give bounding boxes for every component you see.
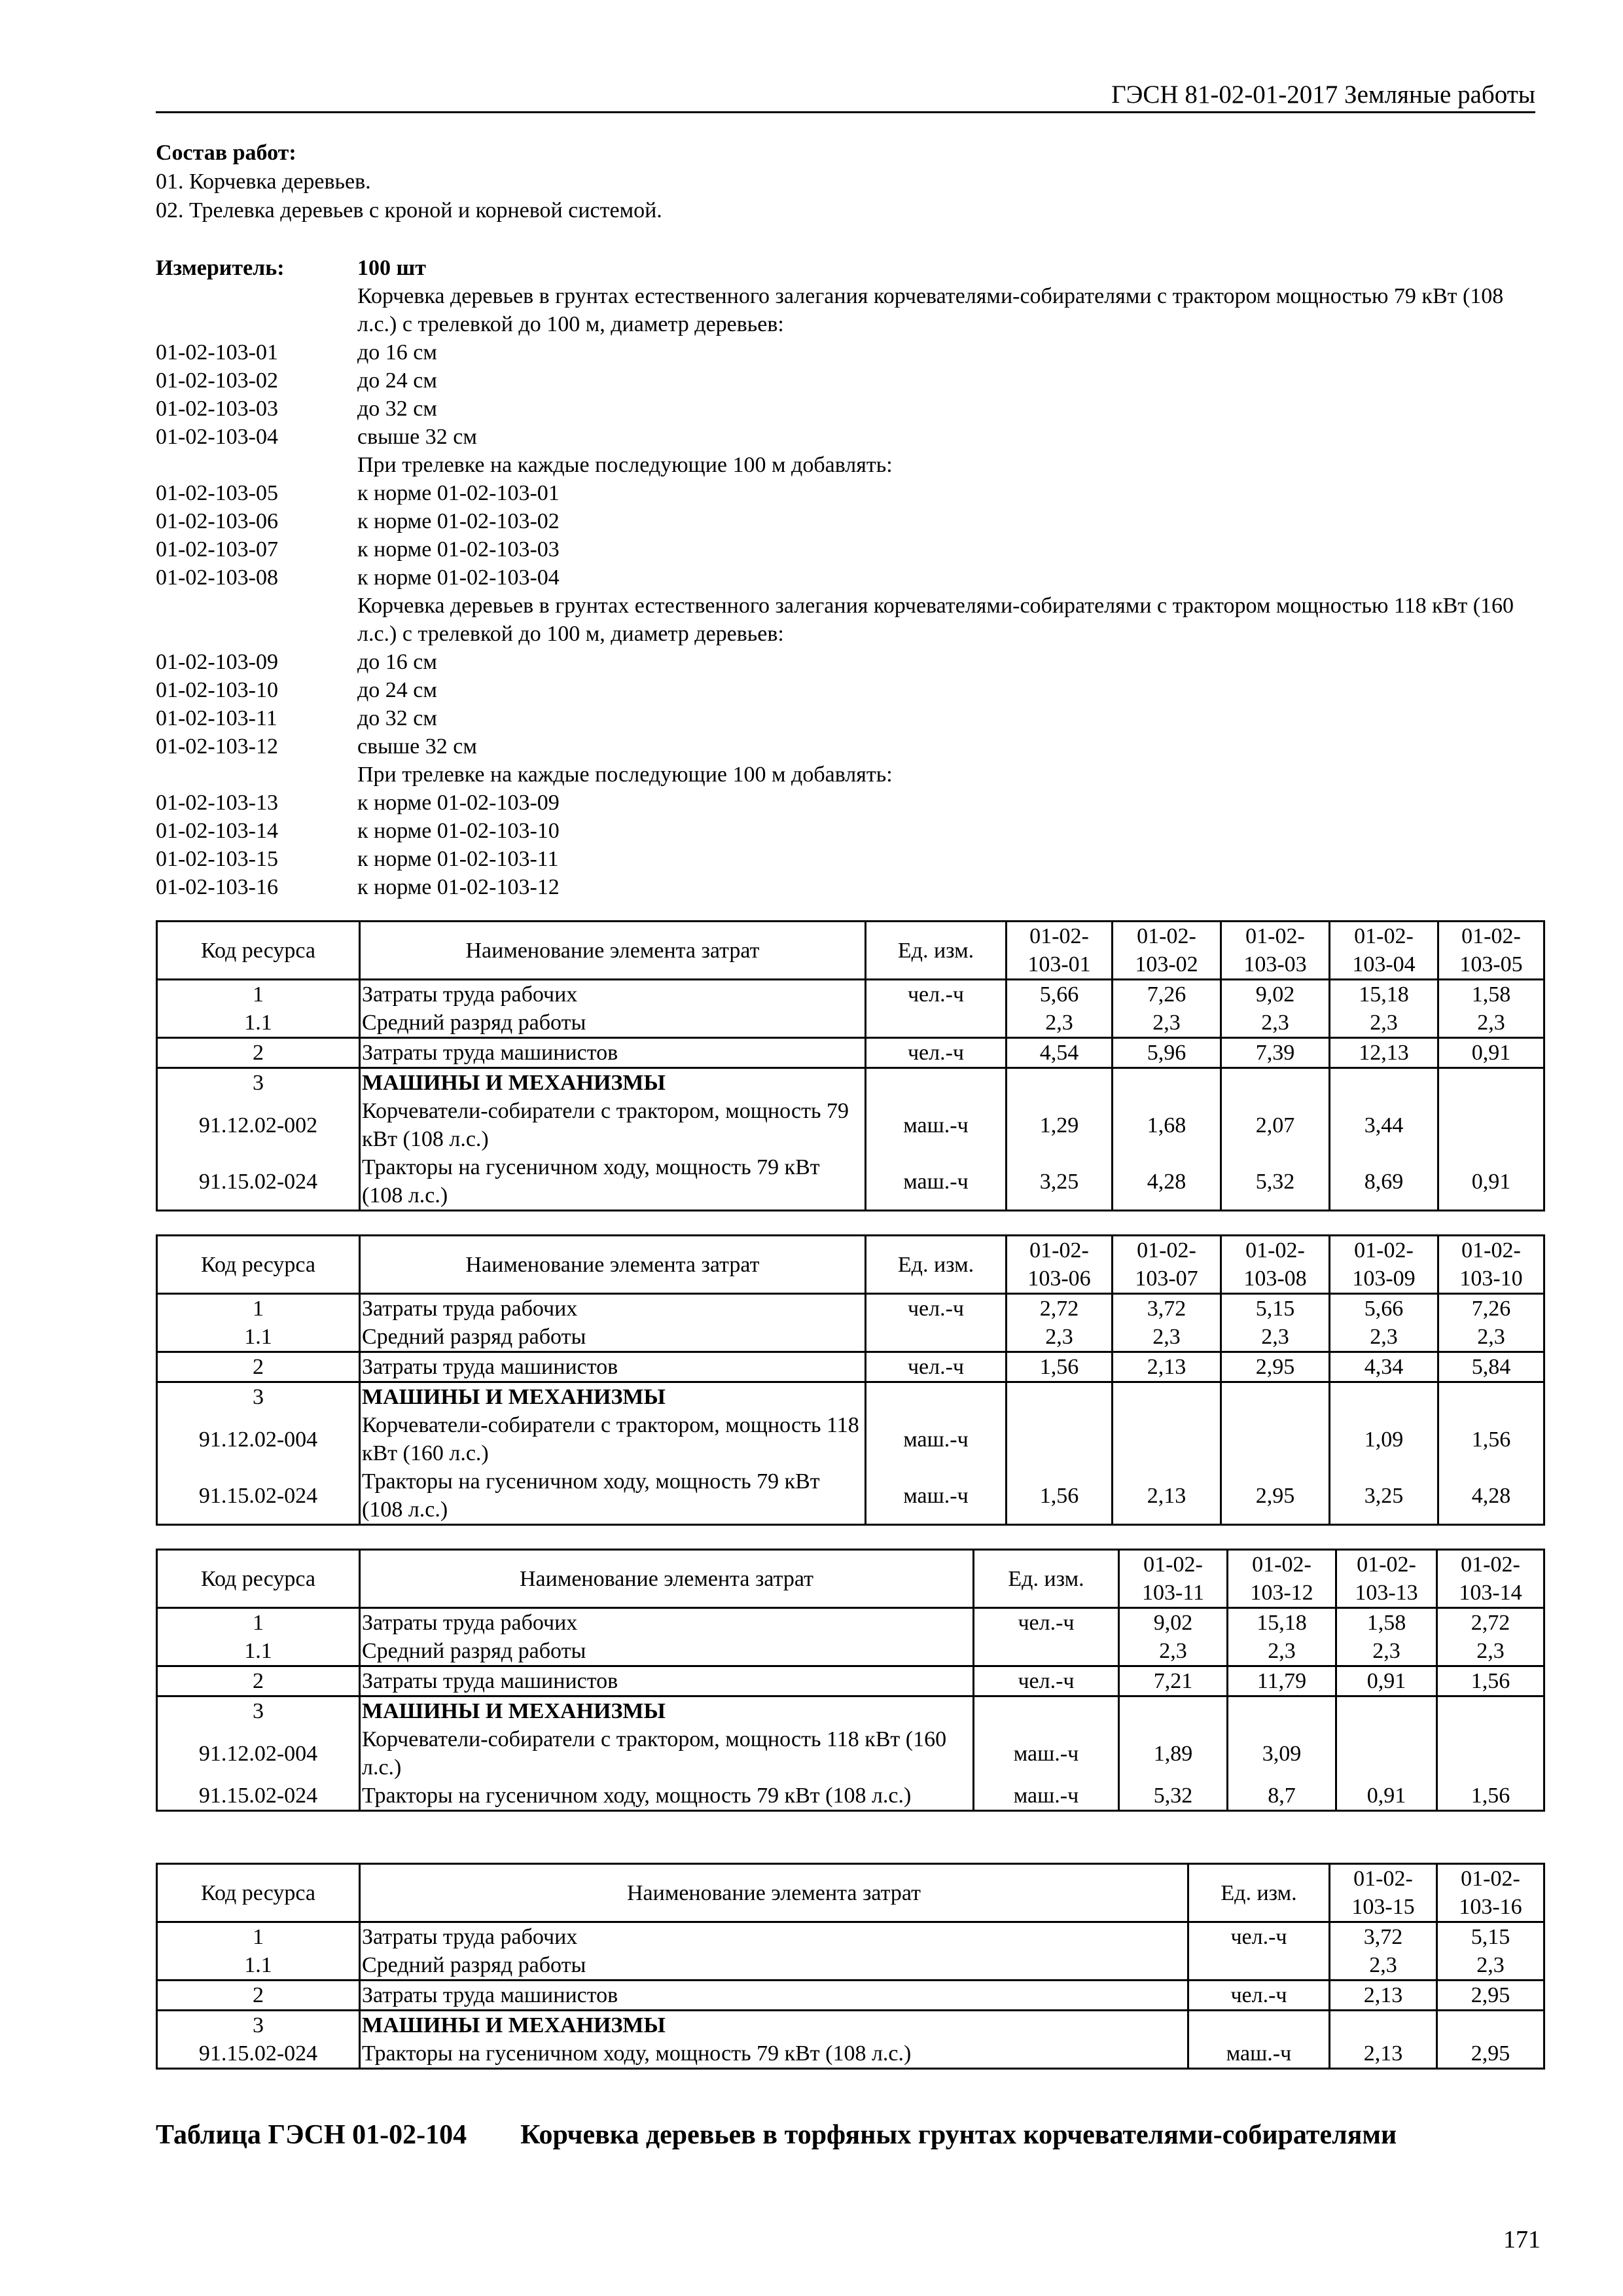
- measure-row: [156, 479, 1537, 507]
- norm-code: 01-02-103-15: [156, 847, 278, 871]
- measure-row: [156, 282, 1537, 338]
- cost-element-name: Средний разряд работы: [360, 1951, 1188, 1981]
- resource-code: 3: [157, 2011, 360, 2040]
- cost-value: 2,3: [1438, 1009, 1544, 1038]
- cost-element-name: Средний разряд работы: [360, 1009, 866, 1038]
- cost-value: 4,28: [1438, 1467, 1544, 1525]
- cost-value: 2,3: [1119, 1637, 1228, 1666]
- table-row: [157, 1951, 1544, 1981]
- header-title: ГЭСН 81-02-01-2017 Земляные работы: [1111, 81, 1535, 109]
- measure-row: [156, 817, 1537, 845]
- table-row: [157, 1696, 1544, 1726]
- column-header-norm: 01-02- 103-04: [1330, 922, 1438, 980]
- cost-value: 7,26: [1438, 1294, 1544, 1323]
- cost-value: 4,54: [1007, 1038, 1113, 1068]
- table-title: [156, 2119, 1397, 2151]
- cost-value: 11,79: [1228, 1666, 1336, 1696]
- cost-value: [1336, 1696, 1437, 1726]
- resource-code: 2: [157, 1038, 360, 1068]
- cost-value: 2,3: [1113, 1323, 1221, 1352]
- cost-value: 12,13: [1330, 1038, 1438, 1068]
- table-row: [157, 1467, 1544, 1525]
- cost-element-name: МАШИНЫ И МЕХАНИЗМЫ: [360, 1068, 866, 1098]
- norm-code: 01-02-103-09: [156, 650, 278, 674]
- resource-code: 1: [157, 1922, 360, 1952]
- resource-code: 91.15.02-024: [157, 2039, 360, 2069]
- unit-of-measure: [866, 1068, 1007, 1098]
- unit-of-measure: [1188, 2011, 1330, 2040]
- cost-value: 15,18: [1330, 980, 1438, 1009]
- table-row: [157, 1009, 1544, 1038]
- cost-value: 2,95: [1221, 1467, 1330, 1525]
- column-header-norm: 01-02- 103-13: [1336, 1550, 1437, 1608]
- column-header-name: Наименование элемента затрат: [360, 1236, 866, 1294]
- table-row: [157, 1981, 1544, 2011]
- resource-table-4: [156, 1863, 1545, 2070]
- resource-table-3: [156, 1549, 1545, 1812]
- norm-description: до 32 см: [357, 397, 437, 421]
- cost-element-name: Тракторы на гусеничном ходу, мощность 79 кВт (108 л.с.): [360, 2039, 1188, 2069]
- column-header-name: Наименование элемента затрат: [360, 1864, 1188, 1922]
- norm-code: 01-02-103-13: [156, 791, 278, 815]
- unit-of-measure: маш.-ч: [974, 1725, 1119, 1782]
- cost-value: [1228, 1696, 1336, 1726]
- header-row: [157, 1236, 1544, 1294]
- cost-value: 2,3: [1330, 1951, 1437, 1981]
- column-header-norm: 01-02- 103-10: [1438, 1236, 1544, 1294]
- cost-value: 2,13: [1330, 1981, 1437, 2011]
- cost-value: 2,3: [1113, 1009, 1221, 1038]
- table-row: [157, 1637, 1544, 1666]
- column-header-norm: 01-02- 103-12: [1228, 1550, 1336, 1608]
- cost-value: 9,02: [1221, 980, 1330, 1009]
- column-header-name: Наименование элемента затрат: [360, 1550, 974, 1608]
- table-row: [157, 2039, 1544, 2069]
- cost-element-name: Средний разряд работы: [360, 1637, 974, 1666]
- column-header-norm: 01-02- 103-06: [1007, 1236, 1113, 1294]
- measure-row: [156, 367, 1537, 395]
- norm-code: 01-02-103-03: [156, 397, 278, 421]
- unit-of-measure: чел.-ч: [1188, 1981, 1330, 2011]
- unit-of-measure: маш.-ч: [866, 1153, 1007, 1211]
- column-header-norm: 01-02- 103-02: [1113, 922, 1221, 980]
- cost-element-name: Затраты труда машинистов: [360, 1666, 974, 1696]
- page-number: 171: [1503, 2226, 1541, 2253]
- norm-description: Корчевка деревьев в грунтах естественного залегания корчевателями-собирателями с трактором мощностью 118 кВт (160 л.с.) с трелевкой до 100 м, диаметр деревьев:: [357, 594, 1514, 646]
- column-header-norm: 01-02- 103-15: [1330, 1864, 1437, 1922]
- unit-of-measure: маш.-ч: [866, 1467, 1007, 1525]
- cost-value: 1,68: [1113, 1097, 1221, 1153]
- resource-code: 2: [157, 1352, 360, 1382]
- resource-code: 3: [157, 1696, 360, 1726]
- cost-value: 2,3: [1007, 1009, 1113, 1038]
- measure-label: Измеритель:: [156, 256, 285, 280]
- cost-value: [1437, 2011, 1544, 2040]
- norm-code: 01-02-103-14: [156, 819, 278, 843]
- measure-value: 100 шт: [357, 256, 426, 280]
- header-row: [157, 922, 1544, 980]
- table-row: [157, 1352, 1544, 1382]
- cost-value: 3,72: [1330, 1922, 1437, 1952]
- header-row: [157, 1864, 1544, 1922]
- column-header-unit: Ед. изм.: [866, 1236, 1007, 1294]
- cost-element-name: Корчеватели-собиратели с трактором, мощность 118 кВт (160 л.с.): [360, 1725, 974, 1782]
- work-composition-item: 01. Корчевка деревьев.: [156, 170, 371, 194]
- norm-code: 01-02-103-12: [156, 734, 278, 759]
- measure-row: [156, 564, 1537, 592]
- unit-of-measure: [866, 1323, 1007, 1352]
- cost-value: 2,13: [1113, 1352, 1221, 1382]
- cost-value: 2,3: [1438, 1323, 1544, 1352]
- column-header-norm: 01-02- 103-09: [1330, 1236, 1438, 1294]
- resource-code: 3: [157, 1068, 360, 1098]
- resource-code: 2: [157, 1981, 360, 2011]
- table-row: [157, 1608, 1544, 1638]
- measure-row: [156, 338, 1537, 367]
- resource-code: 91.12.02-004: [157, 1725, 360, 1782]
- table-row: [157, 1411, 1544, 1467]
- cost-value: 5,84: [1438, 1352, 1544, 1382]
- norm-description: При трелевке на каждые последующие 100 м добавлять:: [357, 762, 893, 787]
- cost-value: 2,3: [1330, 1323, 1438, 1352]
- measure-row: [156, 789, 1537, 817]
- cost-value: [1437, 1725, 1544, 1782]
- norm-code: 01-02-103-02: [156, 368, 278, 393]
- unit-of-measure: [866, 1009, 1007, 1038]
- cost-value: 5,96: [1113, 1038, 1221, 1068]
- resource-code: 91.15.02-024: [157, 1782, 360, 1811]
- cost-element-name: Средний разряд работы: [360, 1323, 866, 1352]
- norm-description: до 24 см: [357, 678, 437, 702]
- norm-description: к норме 01-02-103-04: [357, 565, 560, 590]
- cost-value: 1,58: [1336, 1608, 1437, 1638]
- cost-value: 8,69: [1330, 1153, 1438, 1211]
- cost-element-name: МАШИНЫ И МЕХАНИЗМЫ: [360, 1696, 974, 1726]
- cost-value: [1336, 1725, 1437, 1782]
- cost-value: [1007, 1411, 1113, 1467]
- cost-value: 5,15: [1221, 1294, 1330, 1323]
- resource-code: 1.1: [157, 1951, 360, 1981]
- norm-description: свыше 32 см: [357, 425, 477, 449]
- cost-value: [1119, 1696, 1228, 1726]
- norm-description: свыше 32 см: [357, 734, 477, 759]
- cost-value: 2,3: [1437, 1637, 1544, 1666]
- unit-of-measure: [974, 1696, 1119, 1726]
- table-row: [157, 1323, 1544, 1352]
- page-header: [156, 71, 1535, 113]
- norm-description: к норме 01-02-103-10: [357, 819, 560, 843]
- norm-description: к норме 01-02-103-12: [357, 875, 560, 899]
- cost-value: 2,95: [1221, 1352, 1330, 1382]
- column-header-norm: 01-02- 103-07: [1113, 1236, 1221, 1294]
- cost-value: 1,09: [1330, 1411, 1438, 1467]
- norm-description: Корчевка деревьев в грунтах естественного залегания корчевателями-собирателями с трактором мощностью 79 кВт (108 л.с.) с трелевкой до 100 м, диаметр деревьев:: [357, 284, 1504, 336]
- cost-value: 15,18: [1228, 1608, 1336, 1638]
- cost-element-name: Тракторы на гусеничном ходу, мощность 79 кВт (108 л.с.): [360, 1153, 866, 1211]
- cost-value: [1330, 2011, 1437, 2040]
- measure-row: [156, 732, 1537, 761]
- norm-code: 01-02-103-05: [156, 481, 278, 505]
- cost-value: 4,28: [1113, 1153, 1221, 1211]
- cost-value: [1330, 1382, 1438, 1412]
- column-header-norm: 01-02- 103-01: [1007, 922, 1113, 980]
- column-header-unit: Ед. изм.: [1188, 1864, 1330, 1922]
- cost-value: 7,39: [1221, 1038, 1330, 1068]
- cost-value: [1007, 1382, 1113, 1412]
- column-header-norm: 01-02- 103-08: [1221, 1236, 1330, 1294]
- resource-code: 91.12.02-004: [157, 1411, 360, 1467]
- unit-of-measure: маш.-ч: [866, 1411, 1007, 1467]
- cost-value: [1330, 1068, 1438, 1098]
- cost-element-name: Затраты труда рабочих: [360, 1294, 866, 1323]
- cost-element-name: Затраты труда рабочих: [360, 1922, 1188, 1952]
- cost-value: 2,3: [1221, 1009, 1330, 1038]
- cost-value: 0,91: [1438, 1038, 1544, 1068]
- unit-of-measure: [866, 1382, 1007, 1412]
- cost-value: 2,72: [1437, 1608, 1544, 1638]
- measure-row: [156, 507, 1537, 535]
- cost-value: 2,3: [1221, 1323, 1330, 1352]
- cost-value: 2,95: [1437, 1981, 1544, 2011]
- column-header-norm: 01-02- 103-16: [1437, 1864, 1544, 1922]
- norm-code: [156, 592, 357, 648]
- resource-code: 1.1: [157, 1323, 360, 1352]
- column-header-code: Код ресурса: [157, 1550, 360, 1608]
- cost-value: 1,56: [1438, 1411, 1544, 1467]
- cost-value: 7,26: [1113, 980, 1221, 1009]
- cost-value: 5,32: [1119, 1782, 1228, 1811]
- unit-of-measure: чел.-ч: [1188, 1922, 1330, 1952]
- cost-value: 1,89: [1119, 1725, 1228, 1782]
- column-header-unit: Ед. изм.: [974, 1550, 1119, 1608]
- cost-value: 2,13: [1113, 1467, 1221, 1525]
- table-row: [157, 1666, 1544, 1696]
- unit-of-measure: [974, 1637, 1119, 1666]
- measure-row: [156, 395, 1537, 423]
- resource-code: 1.1: [157, 1009, 360, 1038]
- measure-header-row: [156, 254, 1537, 282]
- cost-value: [1438, 1382, 1544, 1412]
- measure-row: [156, 704, 1537, 732]
- measure-block: [156, 254, 1537, 901]
- cost-value: [1438, 1068, 1544, 1098]
- cost-value: 8,7: [1228, 1782, 1336, 1811]
- column-header-norm: 01-02- 103-05: [1438, 922, 1544, 980]
- work-composition-label: Состав работ:: [156, 141, 296, 165]
- resource-code: 91.15.02-024: [157, 1153, 360, 1211]
- cost-value: 2,3: [1336, 1637, 1437, 1666]
- resource-table-2: [156, 1234, 1545, 1526]
- measure-row: [156, 676, 1537, 704]
- resource-code: 3: [157, 1382, 360, 1412]
- norm-code: 01-02-103-11: [156, 706, 277, 730]
- table-row: [157, 2011, 1544, 2040]
- measure-row: [156, 535, 1537, 564]
- cost-value: 1,56: [1007, 1467, 1113, 1525]
- cost-element-name: МАШИНЫ И МЕХАНИЗМЫ: [360, 2011, 1188, 2040]
- cost-value: 3,72: [1113, 1294, 1221, 1323]
- cost-element-name: МАШИНЫ И МЕХАНИЗМЫ: [360, 1382, 866, 1412]
- cost-value: 1,56: [1437, 1666, 1544, 1696]
- norm-code: 01-02-103-04: [156, 425, 278, 449]
- cost-value: [1437, 1696, 1544, 1726]
- norm-code: [156, 761, 357, 789]
- cost-value: 4,34: [1330, 1352, 1438, 1382]
- norm-description: до 16 см: [357, 650, 437, 674]
- work-composition: [156, 139, 662, 225]
- cost-value: 2,07: [1221, 1097, 1330, 1153]
- cost-value: 5,66: [1330, 1294, 1438, 1323]
- cost-element-name: Тракторы на гусеничном ходу, мощность 79 кВт (108 л.с.): [360, 1467, 866, 1525]
- cost-element-name: Затраты труда машинистов: [360, 1981, 1188, 2011]
- measure-row: [156, 423, 1537, 451]
- column-header-code: Код ресурса: [157, 1236, 360, 1294]
- cost-element-name: Затраты труда рабочих: [360, 1608, 974, 1638]
- cost-element-name: Тракторы на гусеничном ходу, мощность 79 кВт (108 л.с.): [360, 1782, 974, 1811]
- resource-code: 91.15.02-024: [157, 1467, 360, 1525]
- cost-value: 2,3: [1007, 1323, 1113, 1352]
- norm-code: 01-02-103-16: [156, 875, 278, 899]
- cost-value: 3,25: [1007, 1153, 1113, 1211]
- table-row: [157, 1038, 1544, 1068]
- column-header-name: Наименование элемента затрат: [360, 922, 866, 980]
- resource-code: 2: [157, 1666, 360, 1696]
- cost-value: 3,09: [1228, 1725, 1336, 1782]
- cost-value: [1113, 1068, 1221, 1098]
- norm-description: до 16 см: [357, 340, 437, 365]
- table-row: [157, 1382, 1544, 1412]
- cost-element-name: Затраты труда рабочих: [360, 980, 866, 1009]
- cost-value: [1007, 1068, 1113, 1098]
- column-header-norm: 01-02- 103-11: [1119, 1550, 1228, 1608]
- cost-value: [1113, 1382, 1221, 1412]
- cost-element-name: Затраты труда машинистов: [360, 1352, 866, 1382]
- resource-code: 1.1: [157, 1637, 360, 1666]
- unit-of-measure: маш.-ч: [866, 1097, 1007, 1153]
- column-header-norm: 01-02- 103-14: [1437, 1550, 1544, 1608]
- norm-code: [156, 451, 357, 479]
- cost-value: 1,29: [1007, 1097, 1113, 1153]
- table-row: [157, 980, 1544, 1009]
- resource-code: 1: [157, 1608, 360, 1638]
- table-row: [157, 1922, 1544, 1952]
- cost-value: 5,15: [1437, 1922, 1544, 1952]
- cost-value: 0,91: [1336, 1782, 1437, 1811]
- norm-code: 01-02-103-08: [156, 565, 278, 590]
- column-header-code: Код ресурса: [157, 922, 360, 980]
- resource-code: 91.12.02-002: [157, 1097, 360, 1153]
- norm-description: до 32 см: [357, 706, 437, 730]
- cost-element-name: Корчеватели-собиратели с трактором, мощность 79 кВт (108 л.с.): [360, 1097, 866, 1153]
- cost-value: 2,13: [1330, 2039, 1437, 2069]
- unit-of-measure: чел.-ч: [866, 1038, 1007, 1068]
- cost-value: 2,72: [1007, 1294, 1113, 1323]
- table-title-label: Таблица ГЭСН 01-02-104: [156, 2120, 467, 2150]
- norm-description: к норме 01-02-103-01: [357, 481, 560, 505]
- cost-value: 3,44: [1330, 1097, 1438, 1153]
- unit-of-measure: маш.-ч: [1188, 2039, 1330, 2069]
- cost-value: 2,3: [1330, 1009, 1438, 1038]
- work-composition-item: 02. Трелевка деревьев с кроной и корневой системой.: [156, 198, 662, 223]
- table-row: [157, 1294, 1544, 1323]
- measure-row: [156, 845, 1537, 873]
- header-row: [157, 1550, 1544, 1608]
- cost-value: [1221, 1411, 1330, 1467]
- column-header-norm: 01-02- 103-03: [1221, 922, 1330, 980]
- cost-value: 2,3: [1437, 1951, 1544, 1981]
- cost-value: 1,58: [1438, 980, 1544, 1009]
- cost-value: 5,66: [1007, 980, 1113, 1009]
- table-row: [157, 1097, 1544, 1153]
- table-row: [157, 1725, 1544, 1782]
- cost-element-name: Корчеватели-собиратели с трактором, мощность 118 кВт (160 л.с.): [360, 1411, 866, 1467]
- cost-value: 2,95: [1437, 2039, 1544, 2069]
- cost-element-name: Затраты труда машинистов: [360, 1038, 866, 1068]
- unit-of-measure: чел.-ч: [974, 1608, 1119, 1638]
- cost-value: 5,32: [1221, 1153, 1330, 1211]
- norm-description: до 24 см: [357, 368, 437, 393]
- cost-value: [1221, 1382, 1330, 1412]
- cost-value: 1,56: [1007, 1352, 1113, 1382]
- column-header-code: Код ресурса: [157, 1864, 360, 1922]
- norm-description: к норме 01-02-103-02: [357, 509, 560, 533]
- measure-row: [156, 451, 1537, 479]
- unit-of-measure: чел.-ч: [866, 1294, 1007, 1323]
- table-title-text: Корчевка деревьев в торфяных грунтах корчевателями-собирателями: [520, 2120, 1397, 2150]
- measure-row: [156, 592, 1537, 648]
- cost-value: [1113, 1411, 1221, 1467]
- measure-row: [156, 761, 1537, 789]
- norm-code: 01-02-103-06: [156, 509, 278, 533]
- cost-value: 0,91: [1336, 1666, 1437, 1696]
- cost-value: 7,21: [1119, 1666, 1228, 1696]
- norm-description: к норме 01-02-103-03: [357, 537, 560, 562]
- measure-row: [156, 873, 1537, 901]
- cost-value: 3,25: [1330, 1467, 1438, 1525]
- norm-code: [156, 282, 357, 338]
- unit-of-measure: чел.-ч: [866, 980, 1007, 1009]
- cost-value: 1,56: [1437, 1782, 1544, 1811]
- norm-code: 01-02-103-10: [156, 678, 278, 702]
- table-row: [157, 1153, 1544, 1211]
- cost-value: [1221, 1068, 1330, 1098]
- norm-description: При трелевке на каждые последующие 100 м добавлять:: [357, 453, 893, 477]
- unit-of-measure: [1188, 1951, 1330, 1981]
- column-header-unit: Ед. изм.: [866, 922, 1007, 980]
- unit-of-measure: маш.-ч: [974, 1782, 1119, 1811]
- cost-value: 0,91: [1438, 1153, 1544, 1211]
- cost-value: 9,02: [1119, 1608, 1228, 1638]
- unit-of-measure: чел.-ч: [974, 1666, 1119, 1696]
- norm-code: 01-02-103-01: [156, 340, 278, 365]
- unit-of-measure: чел.-ч: [866, 1352, 1007, 1382]
- measure-row: [156, 648, 1537, 676]
- cost-value: 2,3: [1228, 1637, 1336, 1666]
- resource-table-1: [156, 920, 1545, 1211]
- norm-description: к норме 01-02-103-09: [357, 791, 560, 815]
- table-row: [157, 1068, 1544, 1098]
- norm-code: 01-02-103-07: [156, 537, 278, 562]
- resource-code: 1: [157, 980, 360, 1009]
- norm-description: к норме 01-02-103-11: [357, 847, 559, 871]
- resource-code: 1: [157, 1294, 360, 1323]
- table-row: [157, 1782, 1544, 1811]
- cost-value: [1438, 1097, 1544, 1153]
